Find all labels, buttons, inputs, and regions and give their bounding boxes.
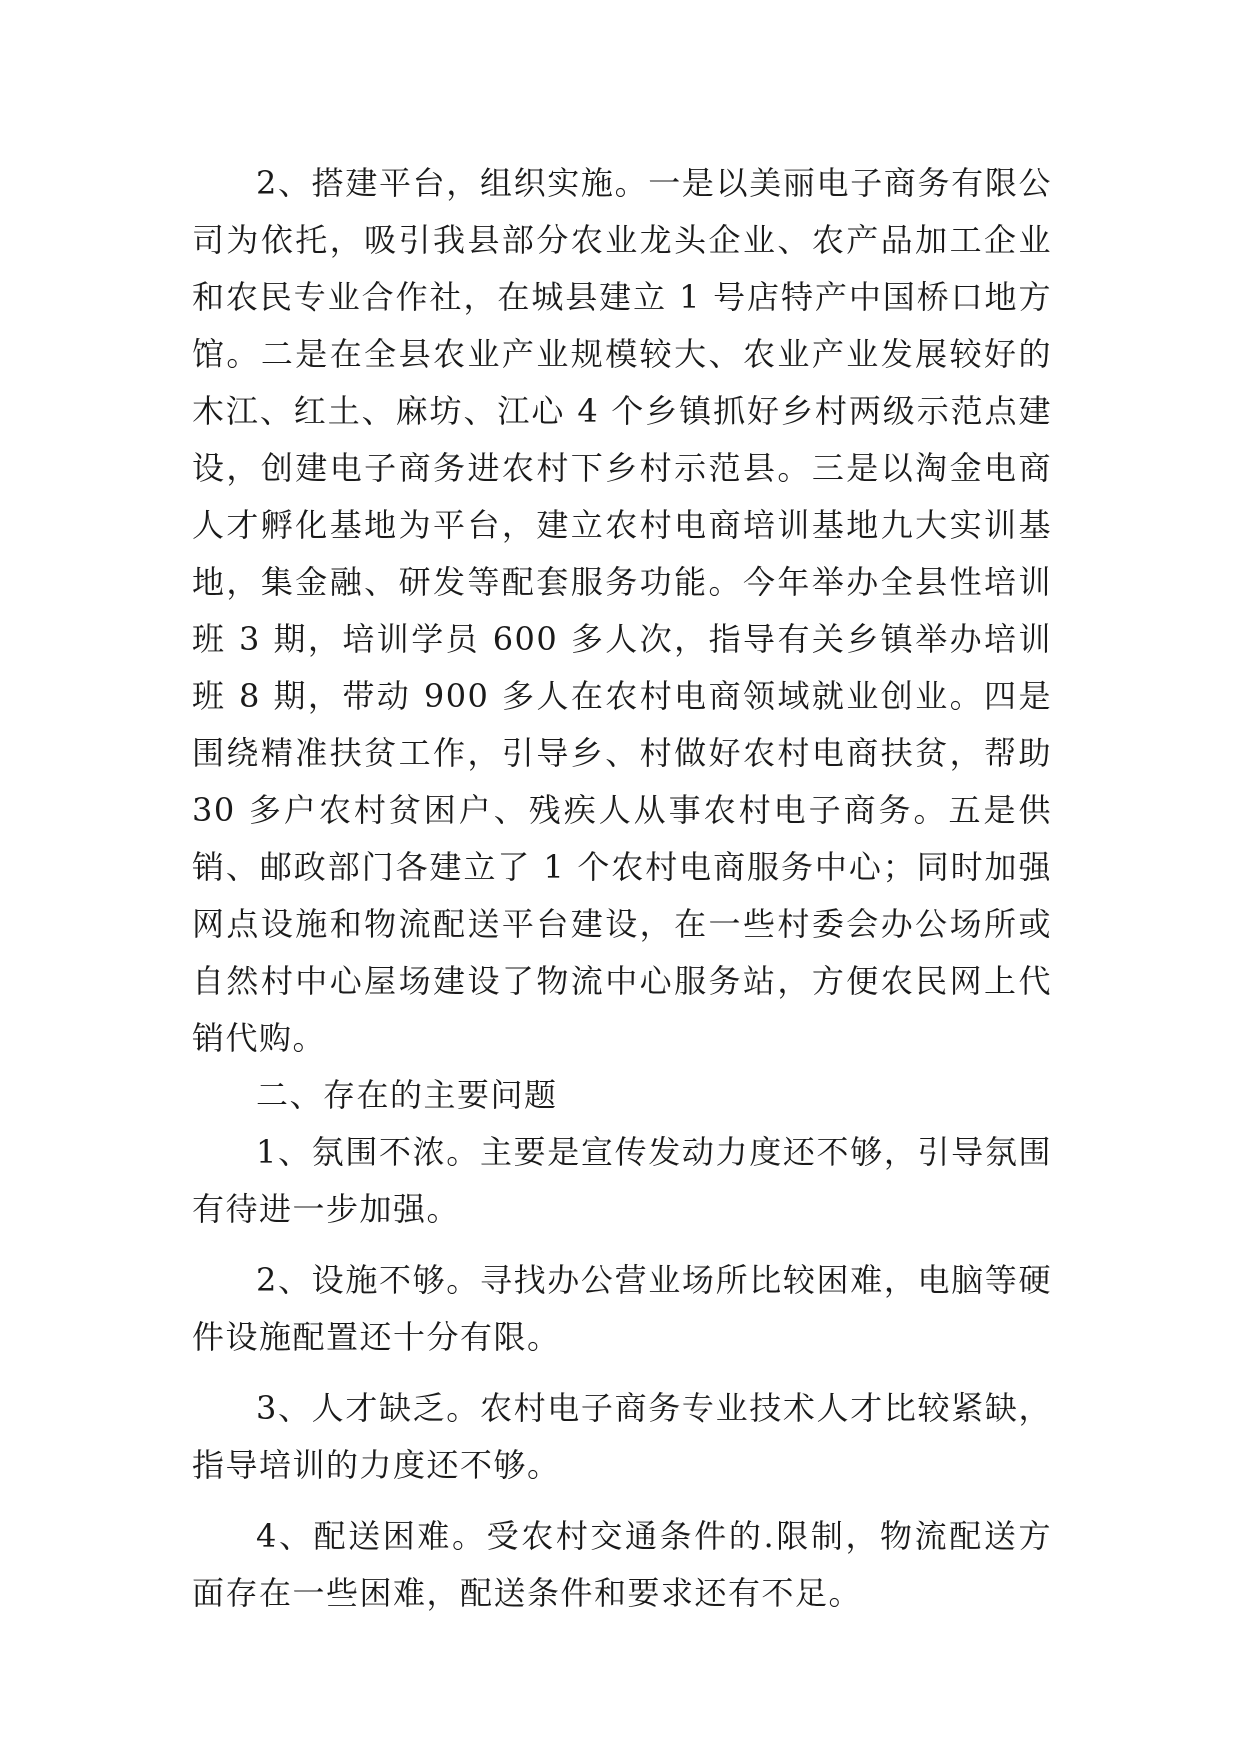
section-heading-main-problems: 二、存在的主要问题 xyxy=(256,1076,558,1114)
paragraph-delivery: 4、配送困难。受农村交通条件的.限制，物流配送方面存在一些困难，配送条件和要求还有不足。 xyxy=(192,1517,1052,1612)
paragraph-facilities: 2、设施不够。寻找办公营业场所比较困难，电脑等硬件设施配置还十分有限。 xyxy=(192,1261,1052,1356)
paragraph-talent: 3、人才缺乏。农村电子商务专业技术人才比较紧缺，指导培训的力度还不够。 xyxy=(192,1389,1052,1484)
paragraph-platform-implementation: 2、搭建平台，组织实施。一是以美丽电子商务有限公司为依托，吸引我县部分农业龙头企业、农产品加工企业和农民专业合作社，在城县建立 1 号店特产中国桥口地方馆。二是在全县农业产业规模较大、农业产业发展较好的木江、红土、麻坊、江心 4 个乡镇抓好乡村两级示范点建设，创建电子商务进农村下乡村示范县。三是以淘金电商人才孵化基地为平台，建立农村电商培训基地九大实训基地，集金融、研发等配套服务功能。今年举办全县性培训班 3 期，培训学员 600 多人次，指导有关乡镇举办培训班 8 期，带动 900 多人在农村电商领域就业创业。四是围绕精准扶贫工作，引导乡、村做好农村电商扶贫，帮助 30 多户农村贫困户、残疾人从事农村电子商务。五是供销、邮政部门各建立了 1 个农村电商服务中心；同时加强网点设施和物流配送平台建设，在一些村委会办公场所或自然村中心屋场建设了物流中心服务站，方便农民网上代销代购。 xyxy=(192,164,1052,1057)
paragraph-atmosphere: 1、氛围不浓。主要是宣传发动力度还不够，引导氛围有待进一步加强。 xyxy=(192,1133,1052,1228)
document-body xyxy=(192,155,1052,1622)
